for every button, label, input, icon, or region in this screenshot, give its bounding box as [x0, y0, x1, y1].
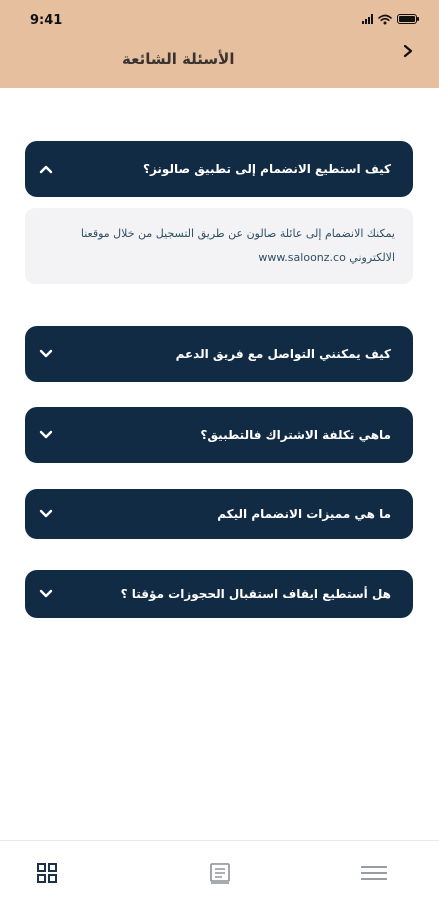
faq-question-5[interactable]: [25, 570, 413, 618]
app-header: [0, 0, 439, 88]
chevron-down-icon: [39, 347, 53, 361]
faq-answer-line: الالكتروني www.saloonz.co: [258, 251, 395, 264]
faq-question-text: ماهي تكلفة الاشتراك فالتطبيق؟: [200, 428, 391, 442]
nav-item-document[interactable]: [207, 861, 233, 885]
faq-question-text: ما هي مميزات الانضمام اليكم: [217, 507, 391, 521]
page-title: الأسئلة الشائعة: [122, 50, 235, 68]
document-icon: [209, 862, 231, 884]
chevron-up-icon: [39, 162, 53, 176]
faq-question-text: كيف استطيع الانضمام إلى تطبيق صالونز؟: [142, 162, 391, 176]
chevron-down-icon: [39, 507, 53, 521]
chevron-down-icon: [39, 587, 53, 601]
faq-question-1[interactable]: [25, 141, 413, 197]
faq-question-4[interactable]: [25, 489, 413, 539]
chevron-right-icon: [402, 44, 414, 58]
battery-icon: [397, 14, 417, 24]
back-button[interactable]: [397, 40, 419, 62]
chevron-down-icon: [39, 428, 53, 442]
faq-question-text: كيف يمكنني التواصل مع فريق الدعم: [175, 347, 391, 361]
bottom-nav: [0, 840, 439, 900]
status-time: 9:41: [30, 13, 63, 28]
grid-icon: [36, 862, 58, 884]
faq-question-2[interactable]: [25, 326, 413, 382]
status-icons: [362, 13, 417, 25]
nav-item-grid[interactable]: [34, 861, 60, 885]
faq-answer-line: يمكنك الانضمام إلى عائلة صالون عن طريق التسجيل من خلال موقعنا: [80, 227, 395, 240]
faq-question-text: هل أستطيع ايقاف استقبال الحجوزات مؤقتا ؟: [120, 587, 391, 601]
menu-icon: [360, 863, 388, 883]
status-bar: [0, 0, 439, 36]
nav-item-menu[interactable]: [360, 861, 388, 885]
wifi-icon: [378, 14, 392, 25]
signal-icon: [362, 14, 373, 24]
faq-answer-1: [25, 208, 413, 284]
faq-question-3[interactable]: [25, 407, 413, 463]
